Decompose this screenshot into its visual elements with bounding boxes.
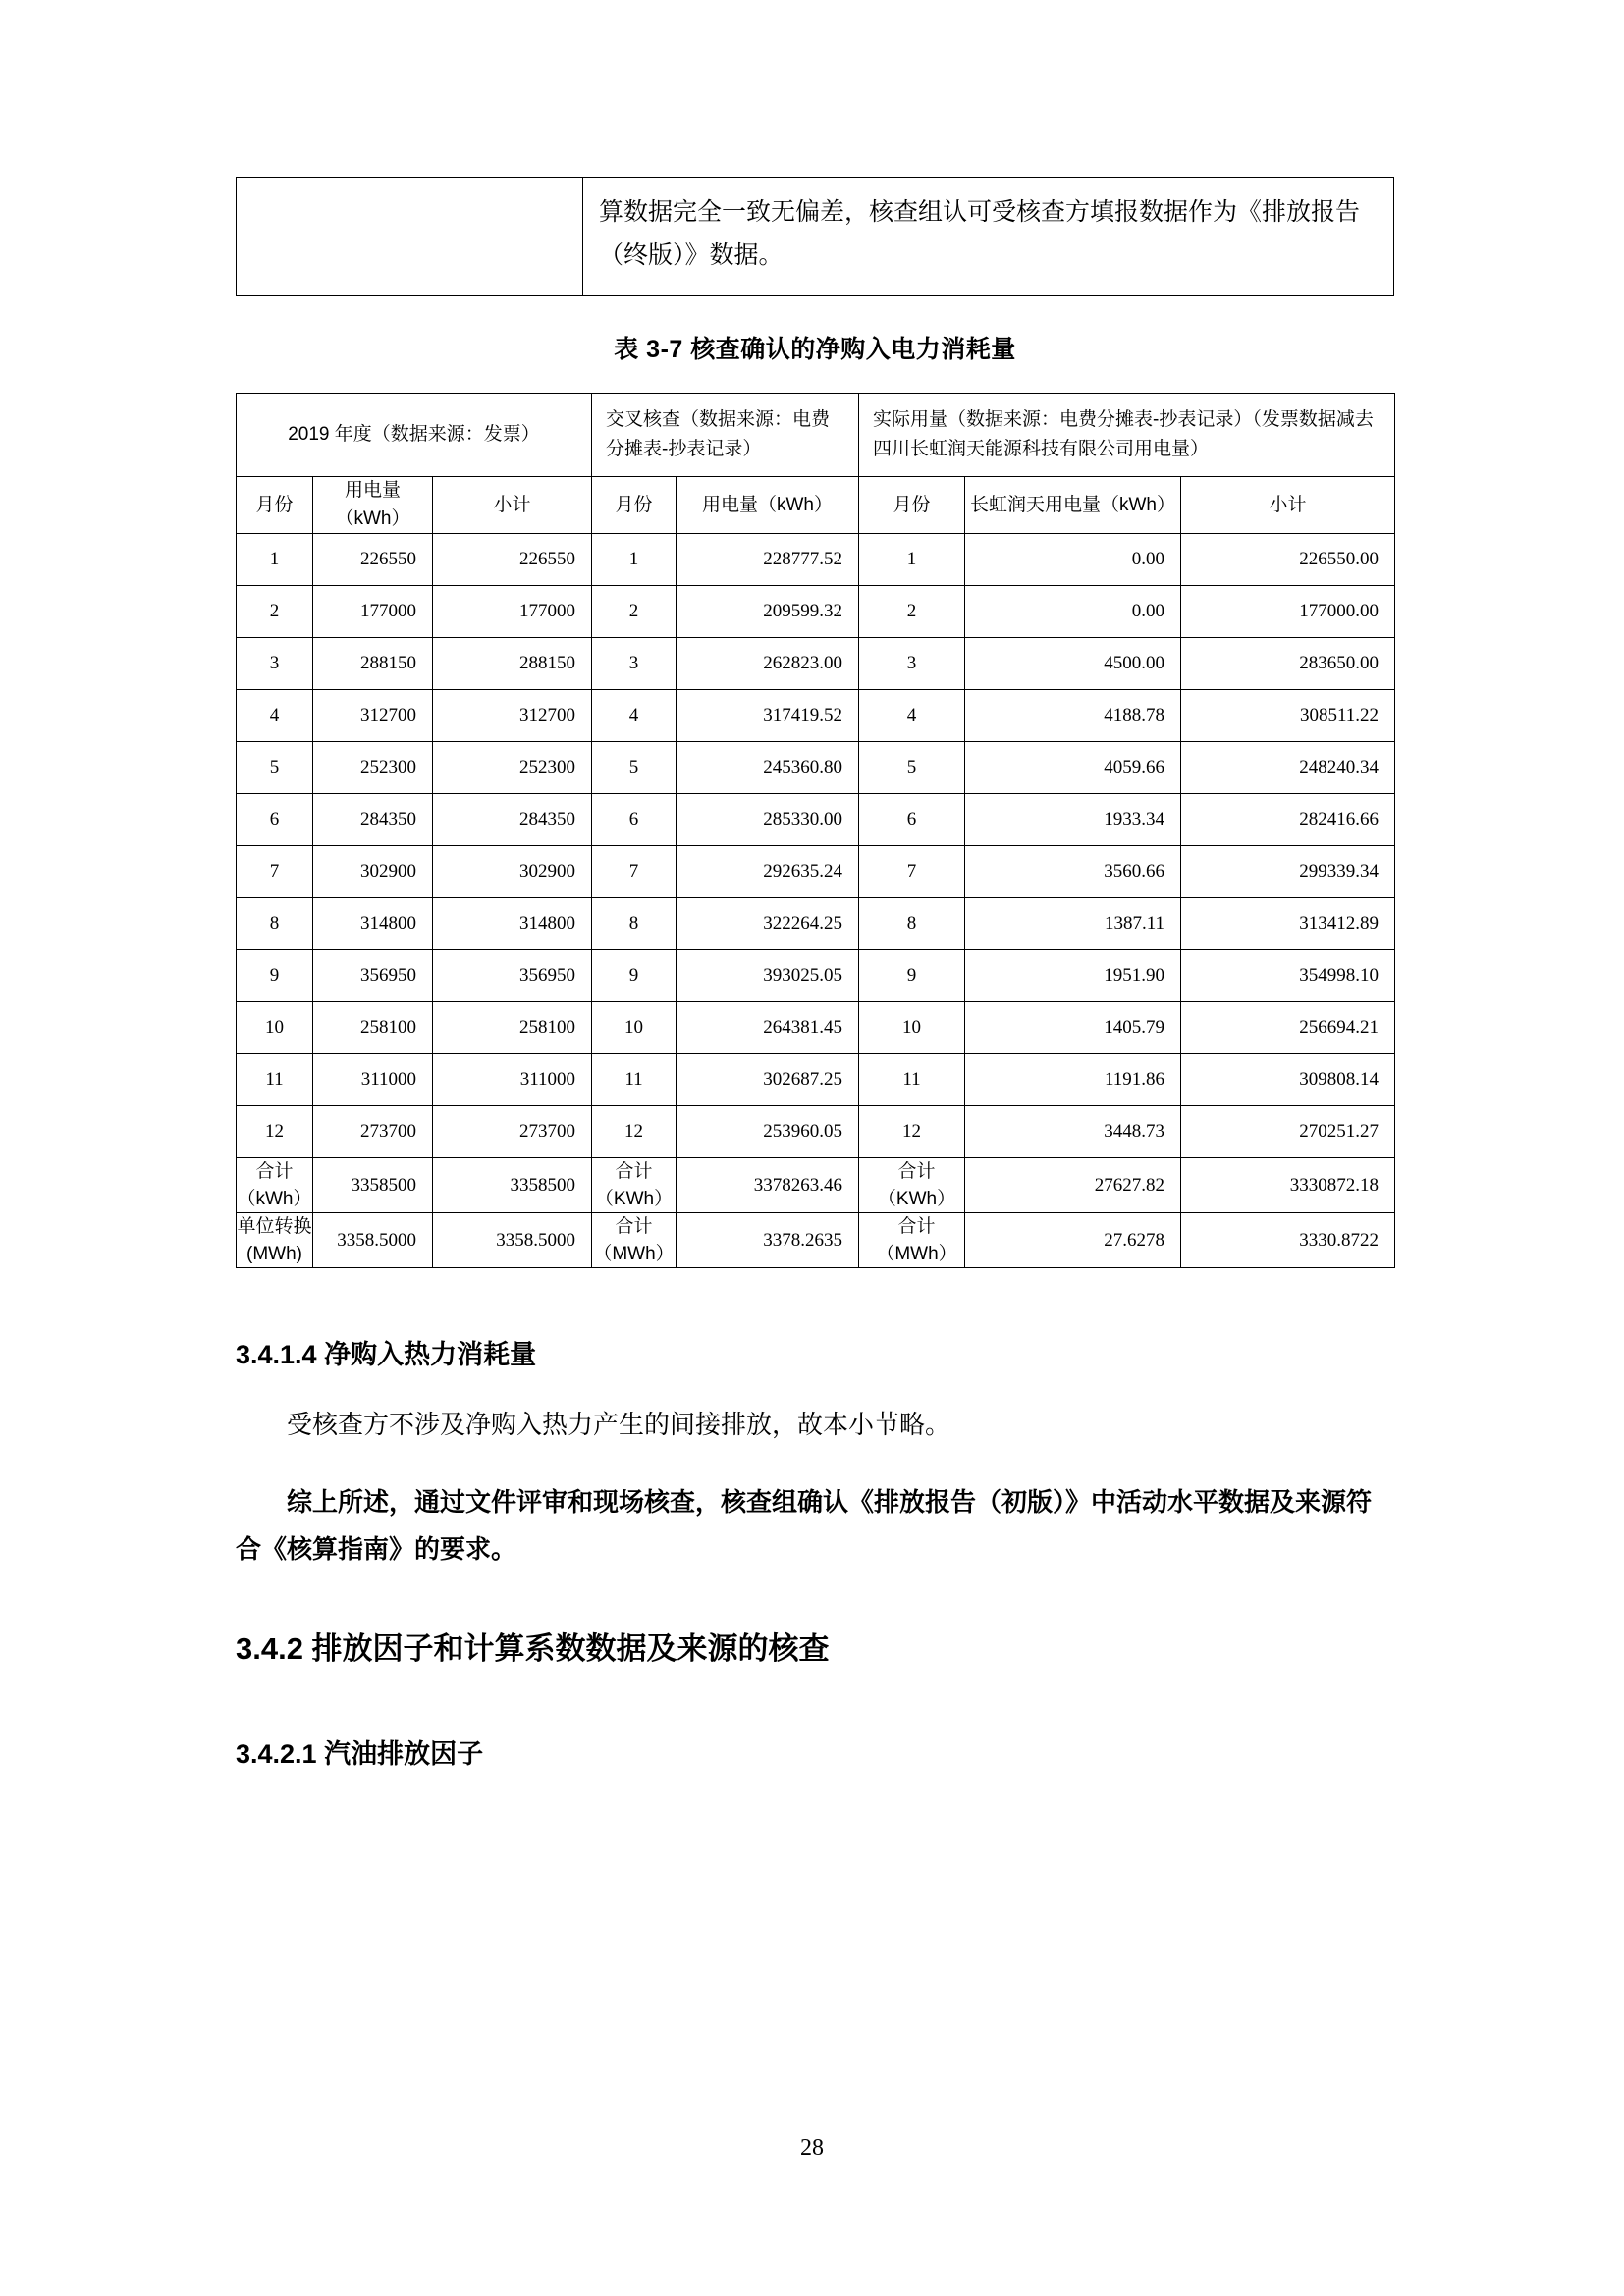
continued-table-left-cell	[237, 178, 583, 296]
cell-usage-cross: 253960.05	[677, 1106, 859, 1158]
cell-month-cross: 9	[592, 950, 677, 1002]
cell-month-cross: 12	[592, 1106, 677, 1158]
subheader-subtotal-1: 小计	[433, 477, 592, 534]
cell-month-cross: 8	[592, 898, 677, 950]
cell-month-actual: 5	[859, 742, 965, 794]
total-label-invoice: 合计（kWh）	[237, 1158, 313, 1213]
cell-subtotal-actual: 270251.27	[1181, 1106, 1395, 1158]
group-header-actual: 实际用量（数据来源：电费分摊表-抄表记录）（发票数据减去四川长虹润天能源科技有限公司用电量）	[859, 393, 1395, 477]
cell-subtotal-invoice: 356950	[433, 950, 592, 1002]
cell-month-actual: 11	[859, 1054, 965, 1106]
heading-3-4-1-4: 3.4.1.4 净购入热力消耗量	[236, 1340, 537, 1370]
cell-subtotal-actual: 313412.89	[1181, 898, 1395, 950]
cell-subtotal-actual: 299339.34	[1181, 846, 1395, 898]
cell-usage-invoice: 226550	[313, 534, 433, 586]
subheader-usage-2: 用电量（kWh）	[677, 477, 859, 534]
table-unit-row	[237, 1213, 1395, 1268]
cell-usage-cross: 262823.00	[677, 638, 859, 690]
unit-usage-invoice: 3358.5000	[313, 1213, 433, 1268]
page-number: 28	[800, 2135, 824, 2161]
page-content	[236, 0, 1394, 1771]
cell-usage-cross: 292635.24	[677, 846, 859, 898]
total-subtotal-invoice: 3358500	[433, 1158, 592, 1213]
cell-changhong-usage: 3448.73	[965, 1106, 1181, 1158]
cell-month-invoice: 5	[237, 742, 313, 794]
cell-usage-invoice: 311000	[313, 1054, 433, 1106]
cell-month-invoice: 4	[237, 690, 313, 742]
cell-subtotal-invoice: 314800	[433, 898, 592, 950]
table-row	[237, 586, 1395, 638]
cell-subtotal-invoice: 312700	[433, 690, 592, 742]
unit-label-invoice: 单位转换(MWh)	[237, 1213, 313, 1268]
subheader-month-3: 月份	[859, 477, 965, 534]
cell-usage-cross: 245360.80	[677, 742, 859, 794]
cell-subtotal-actual: 354998.10	[1181, 950, 1395, 1002]
cell-month-invoice: 2	[237, 586, 313, 638]
cell-subtotal-actual: 283650.00	[1181, 638, 1395, 690]
heading-3-4-2-1: 3.4.2.1 汽油排放因子	[236, 1738, 484, 1769]
table-row	[237, 638, 1395, 690]
table-row	[237, 1054, 1395, 1106]
total-usage-invoice: 3358500	[313, 1158, 433, 1213]
cell-usage-invoice: 177000	[313, 586, 433, 638]
group-header-crosscheck: 交叉核查（数据来源：电费分摊表-抄表记录）	[592, 393, 859, 477]
cell-month-cross: 5	[592, 742, 677, 794]
cell-changhong-usage: 1405.79	[965, 1002, 1181, 1054]
unit-usage-cross: 3378.2635	[677, 1213, 859, 1268]
cell-usage-invoice: 356950	[313, 950, 433, 1002]
cell-usage-cross: 317419.52	[677, 690, 859, 742]
table-group-header-row	[237, 393, 1395, 477]
cell-usage-cross: 285330.00	[677, 794, 859, 846]
cell-changhong-usage: 1387.11	[965, 898, 1181, 950]
cell-usage-invoice: 258100	[313, 1002, 433, 1054]
cell-month-invoice: 3	[237, 638, 313, 690]
cell-month-actual: 8	[859, 898, 965, 950]
table-row	[237, 742, 1395, 794]
cell-month-invoice: 9	[237, 950, 313, 1002]
cell-month-cross: 4	[592, 690, 677, 742]
cell-usage-invoice: 312700	[313, 690, 433, 742]
cell-month-invoice: 1	[237, 534, 313, 586]
cell-month-invoice: 11	[237, 1054, 313, 1106]
cell-month-cross: 6	[592, 794, 677, 846]
cell-subtotal-invoice: 302900	[433, 846, 592, 898]
cell-usage-invoice: 302900	[313, 846, 433, 898]
unit-label-cross: 合计（MWh）	[592, 1213, 677, 1268]
total-label-cross: 合计（KWh）	[592, 1158, 677, 1213]
heading-3-4-2: 3.4.2 排放因子和计算系数数据及来源的核查	[236, 1630, 830, 1666]
cell-subtotal-invoice: 258100	[433, 1002, 592, 1054]
continued-table	[236, 177, 1394, 296]
cell-subtotal-actual: 177000.00	[1181, 586, 1395, 638]
cell-month-invoice: 7	[237, 846, 313, 898]
electricity-consumption-table	[236, 393, 1395, 1269]
cell-month-actual: 9	[859, 950, 965, 1002]
cell-month-actual: 7	[859, 846, 965, 898]
cell-usage-cross: 228777.52	[677, 534, 859, 586]
cell-month-actual: 10	[859, 1002, 965, 1054]
total-subtotal-actual: 3330872.18	[1181, 1158, 1395, 1213]
cell-usage-invoice: 252300	[313, 742, 433, 794]
cell-changhong-usage: 1191.86	[965, 1054, 1181, 1106]
cell-subtotal-actual: 308511.22	[1181, 690, 1395, 742]
total-changhong-usage: 27627.82	[965, 1158, 1181, 1213]
cell-subtotal-actual: 282416.66	[1181, 794, 1395, 846]
table-row	[237, 1002, 1395, 1054]
unit-changhong-usage: 27.6278	[965, 1213, 1181, 1268]
cell-subtotal-invoice: 288150	[433, 638, 592, 690]
cell-month-invoice: 10	[237, 1002, 313, 1054]
cell-changhong-usage: 4059.66	[965, 742, 1181, 794]
cell-month-invoice: 8	[237, 898, 313, 950]
cell-subtotal-actual: 309808.14	[1181, 1054, 1395, 1106]
cell-month-actual: 4	[859, 690, 965, 742]
cell-usage-cross: 209599.32	[677, 586, 859, 638]
cell-month-cross: 7	[592, 846, 677, 898]
table-total-row	[237, 1158, 1395, 1213]
cell-subtotal-invoice: 284350	[433, 794, 592, 846]
table-subheader-row	[237, 477, 1395, 534]
subheader-subtotal-2: 小计	[1181, 477, 1395, 534]
total-label-actual: 合计（KWh）	[859, 1158, 965, 1213]
cell-subtotal-invoice: 273700	[433, 1106, 592, 1158]
unit-subtotal-invoice: 3358.5000	[433, 1213, 592, 1268]
paragraph-heat-consumption: 受核查方不涉及净购入热力产生的间接排放，故本小节略。	[287, 1410, 951, 1440]
cell-usage-cross: 264381.45	[677, 1002, 859, 1054]
cell-subtotal-actual: 256694.21	[1181, 1002, 1395, 1054]
cell-month-actual: 6	[859, 794, 965, 846]
subheader-month-1: 月份	[237, 477, 313, 534]
table-row	[237, 846, 1395, 898]
cell-month-cross: 10	[592, 1002, 677, 1054]
table-caption: 表 3-7 核查确认的净购入电力消耗量	[614, 335, 1016, 363]
cell-month-invoice: 12	[237, 1106, 313, 1158]
cell-subtotal-invoice: 252300	[433, 742, 592, 794]
cell-usage-cross: 322264.25	[677, 898, 859, 950]
cell-changhong-usage: 4188.78	[965, 690, 1181, 742]
table-row	[237, 534, 1395, 586]
continued-table-right-cell: 算数据完全一致无偏差，核查组认可受核查方填报数据作为《排放报告（终版）》数据。	[583, 178, 1394, 296]
unit-subtotal-actual: 3330.8722	[1181, 1213, 1395, 1268]
cell-month-actual: 12	[859, 1106, 965, 1158]
cell-changhong-usage: 0.00	[965, 534, 1181, 586]
table-row	[237, 794, 1395, 846]
table-row	[237, 950, 1395, 1002]
cell-usage-cross: 393025.05	[677, 950, 859, 1002]
cell-subtotal-invoice: 311000	[433, 1054, 592, 1106]
group-header-invoice: 2019 年度（数据来源：发票）	[237, 393, 592, 477]
cell-changhong-usage: 4500.00	[965, 638, 1181, 690]
cell-month-cross: 11	[592, 1054, 677, 1106]
cell-month-actual: 3	[859, 638, 965, 690]
total-usage-cross: 3378263.46	[677, 1158, 859, 1213]
cell-month-cross: 3	[592, 638, 677, 690]
cell-usage-invoice: 273700	[313, 1106, 433, 1158]
cell-subtotal-invoice: 177000	[433, 586, 592, 638]
paragraph-summary: 综上所述，通过文件评审和现场核查，核查组确认《排放报告（初版）》中活动水平数据及来源符合《核算指南》的要求。	[236, 1486, 1373, 1564]
subheader-changhong-usage: 长虹润天用电量（kWh）	[965, 477, 1181, 534]
cell-changhong-usage: 0.00	[965, 586, 1181, 638]
cell-month-cross: 2	[592, 586, 677, 638]
cell-subtotal-invoice: 226550	[433, 534, 592, 586]
cell-month-invoice: 6	[237, 794, 313, 846]
subheader-month-2: 月份	[592, 477, 677, 534]
cell-month-actual: 1	[859, 534, 965, 586]
cell-usage-invoice: 288150	[313, 638, 433, 690]
cell-changhong-usage: 1933.34	[965, 794, 1181, 846]
cell-subtotal-actual: 248240.34	[1181, 742, 1395, 794]
cell-usage-cross: 302687.25	[677, 1054, 859, 1106]
table-row	[237, 178, 1394, 296]
cell-subtotal-actual: 226550.00	[1181, 534, 1395, 586]
cell-month-actual: 2	[859, 586, 965, 638]
cell-usage-invoice: 284350	[313, 794, 433, 846]
cell-changhong-usage: 1951.90	[965, 950, 1181, 1002]
cell-changhong-usage: 3560.66	[965, 846, 1181, 898]
table-row	[237, 690, 1395, 742]
subheader-usage-1: 用电量（kWh）	[313, 477, 433, 534]
table-row	[237, 1106, 1395, 1158]
cell-usage-invoice: 314800	[313, 898, 433, 950]
cell-month-cross: 1	[592, 534, 677, 586]
table-row	[237, 898, 1395, 950]
unit-label-actual: 合计（MWh）	[859, 1213, 965, 1268]
